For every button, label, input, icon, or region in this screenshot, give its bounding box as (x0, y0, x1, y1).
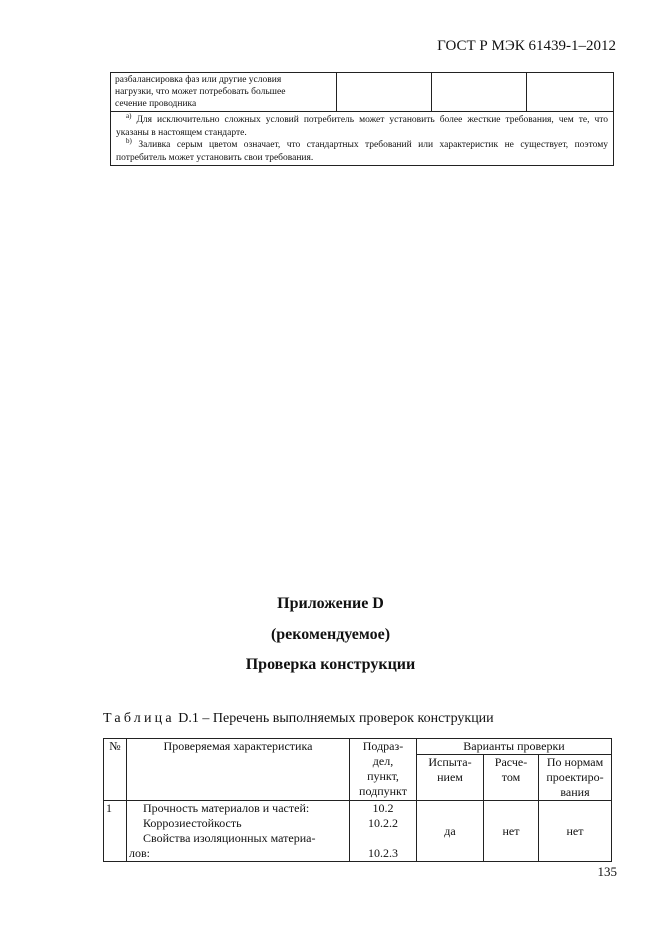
table-caption (103, 711, 494, 727)
footnote-text: Заливка серым цветом означает, что стандартных требований или характеристик не существует, поэтому потребитель может установить свои требования. (116, 140, 608, 163)
notes-row (111, 112, 614, 166)
header-characteristic: Проверяемая характеристика (127, 739, 350, 801)
caption-label: Таблица (103, 711, 175, 726)
footnote-a (116, 111, 609, 139)
row-num: 1 (104, 801, 127, 862)
footnote-marker: b) (126, 136, 132, 145)
header-text: подпункт (359, 784, 407, 798)
header-text: вания (560, 785, 590, 799)
header-text: дел, (372, 754, 394, 768)
header-text: Испыта- (428, 755, 472, 769)
row-characteristic (127, 801, 350, 862)
appendix-title: Приложение D (277, 595, 384, 612)
header-text: нием (437, 770, 463, 784)
cell-text: сечение проводника (115, 99, 197, 109)
table-notes (111, 112, 614, 166)
row-reference (350, 801, 417, 862)
header-text: По нормам (546, 755, 604, 769)
caption-text: – Перечень выполняемых проверок конструкции (198, 711, 494, 726)
header-design (539, 755, 612, 801)
verification-table (103, 738, 612, 862)
header-calc (484, 755, 539, 801)
cell-text: разбалансировка фаз или другие условия (115, 75, 282, 85)
header-text: пункт, (367, 769, 399, 783)
header-text: Расче- (494, 755, 528, 769)
footnote-text: Для исключительно сложных условий потребитель может установить более жесткие требования, чем те, что указаны в настоящем стандарте. (116, 115, 609, 138)
footnote-b (116, 136, 608, 164)
table-cell (337, 73, 432, 112)
appendix-status: (рекомендуемое) (270, 626, 391, 643)
table-cell (432, 73, 527, 112)
cell-text: Прочность материалов и частей: (143, 801, 310, 815)
footnote-marker: a) (126, 111, 132, 120)
cell-text: 10.2 (372, 801, 394, 815)
cell-text: Свойства изоляционных материа- (143, 831, 316, 845)
caption-number: D.1 (178, 711, 199, 726)
cell-text: 10.2.2 (368, 816, 398, 830)
page-number: 135 (597, 864, 617, 879)
header-num: № (104, 739, 127, 801)
table-cell (527, 73, 614, 112)
cell-text: Коррозиестойкость (143, 816, 242, 830)
continuation-table (110, 72, 614, 166)
table-row (104, 801, 612, 862)
cell-text: лов: (129, 846, 150, 860)
table-row (111, 73, 614, 112)
header-test (417, 755, 484, 801)
header-row (104, 739, 612, 755)
row-design: нет (539, 801, 612, 862)
row-calc: нет (484, 801, 539, 862)
cell-text: 10.2.3 (368, 846, 398, 860)
cell-text: нагрузки, что может потребовать большее (115, 87, 286, 97)
table-cell (111, 73, 337, 112)
document-header: ГОСТ Р МЭК 61439-1–2012 (437, 38, 616, 54)
header-reference (350, 739, 417, 801)
header-text: Подраз- (362, 739, 404, 753)
header-variants: Варианты проверки (417, 739, 612, 755)
header-text: проектиро- (546, 770, 604, 784)
appendix-subject: Проверка конструкции (245, 656, 416, 673)
header-text: том (501, 770, 521, 784)
row-test: да (417, 801, 484, 862)
